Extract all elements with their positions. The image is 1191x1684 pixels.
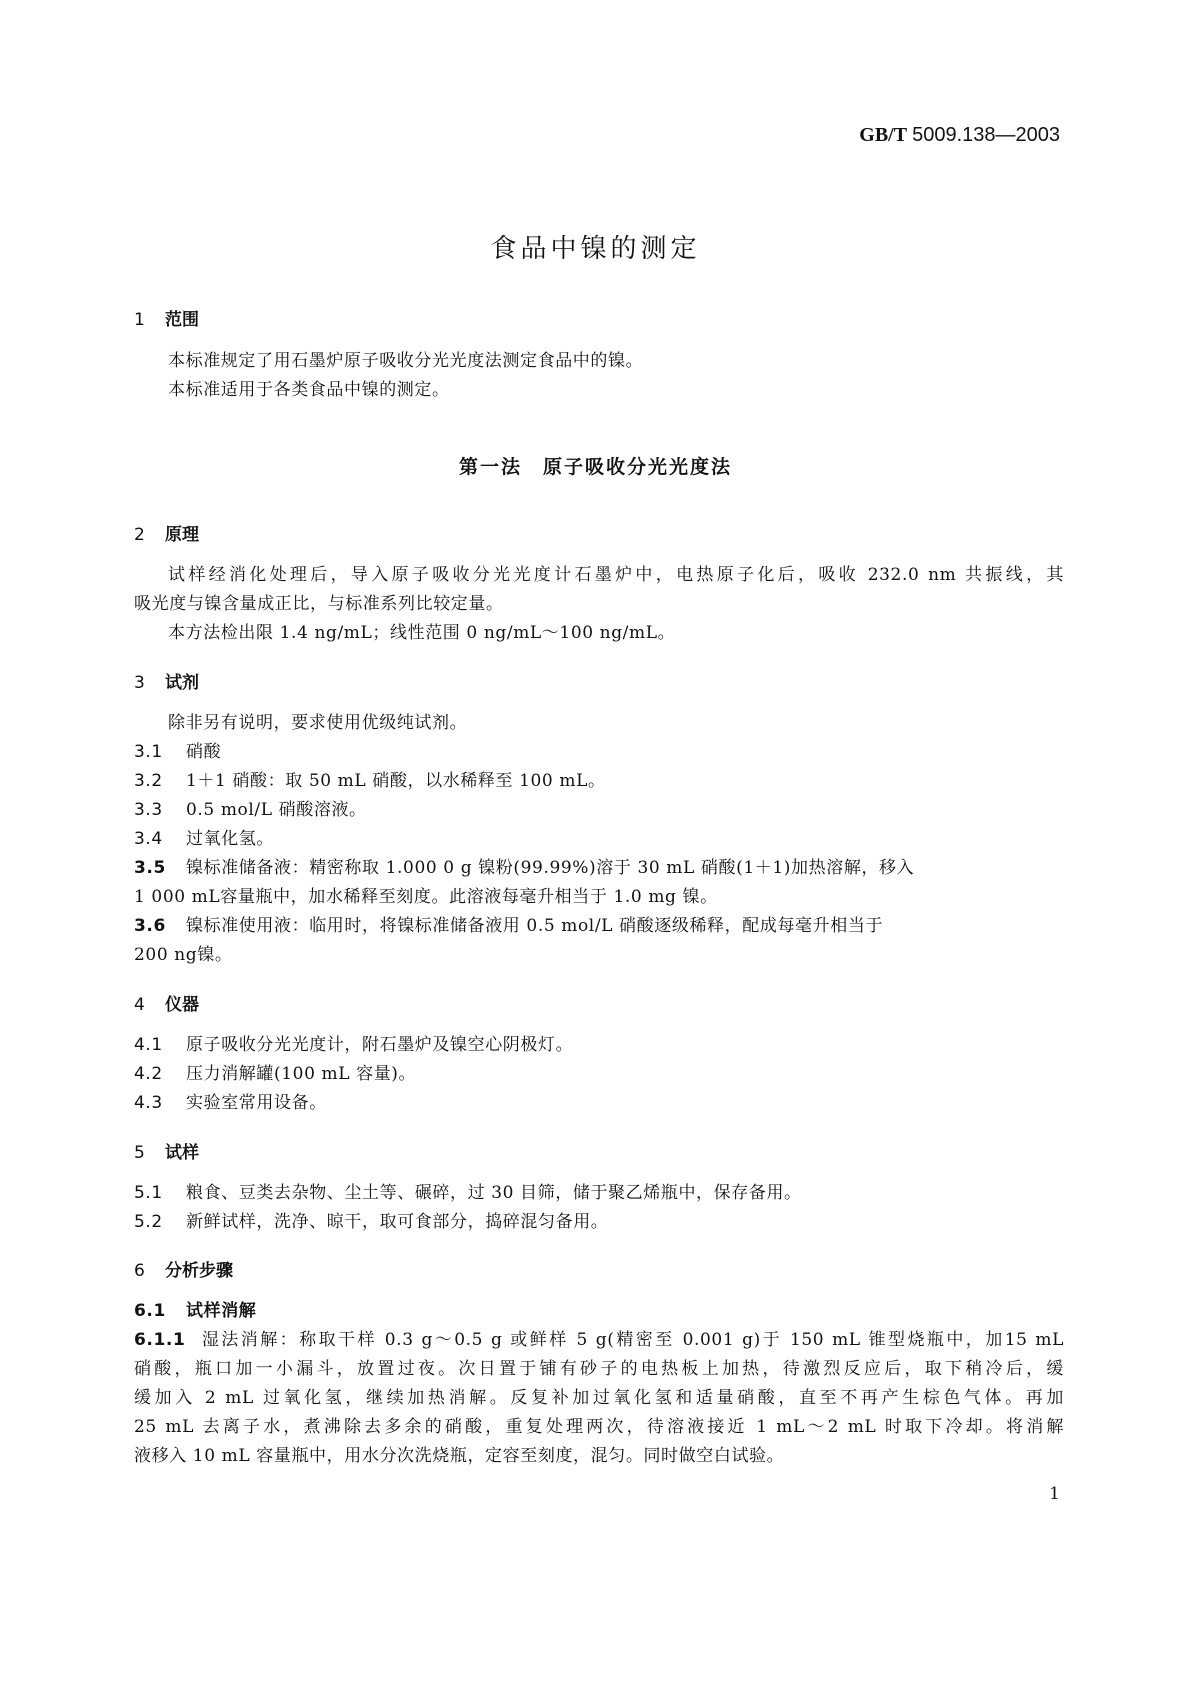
standard-number: 5009.138—2003 [912, 124, 1060, 146]
section-number: 5 [134, 1143, 145, 1163]
item-text: 湿法消解：称取干样 0.3 g～0.5 g 或鲜样 5 g(精密至 0.001 g)于 150 mL 锥型烧瓶中，加15 mL [200, 1330, 1064, 1350]
paragraph: 试样经消化处理后，导入原子吸收分光光度计石墨炉中，电热原子化后，吸收 232.0 nm 共振线，其 [168, 565, 1064, 585]
section-6-heading [134, 1256, 233, 1281]
section-number: 2 [134, 525, 145, 545]
item-text: 镍标准使用液：临用时，将镍标准储备液用 0.5 mol/L 硝酸逐级稀释，配成每毫升相当于 [186, 916, 884, 936]
section-5-heading [134, 1138, 199, 1163]
item-number: 4.3 [134, 1093, 163, 1113]
item-number: 6.1.1 [134, 1330, 186, 1350]
list-item [134, 828, 1064, 850]
item-text: 0.5 mol/L 硝酸溶液。 [186, 800, 367, 820]
section-number: 1 [134, 310, 145, 330]
item-text: 压力消解罐(100 mL 容量)。 [186, 1064, 417, 1084]
section-title: 仪器 [165, 995, 199, 1015]
item-text: 硝酸 [186, 742, 222, 762]
paragraph-line: 液移入 10 mL 容量瓶中，用水分次洗烧瓶，定容至刻度，混匀。同时做空白试验。 [134, 1446, 785, 1466]
list-item-continuation: 1 000 mL容量瓶中，加水稀释至刻度。此溶液每毫升相当于 1.0 mg 镍。 [134, 887, 718, 907]
item-number: 4.2 [134, 1064, 163, 1084]
paragraph: 本标准规定了用石墨炉原子吸收分光光度法测定食品中的镍。 [168, 351, 644, 371]
document-title: 食品中镍的测定 [490, 234, 701, 264]
item-number: 4.1 [134, 1035, 163, 1055]
section-2-heading [134, 520, 199, 545]
item-text: 过氧化氢。 [186, 829, 274, 849]
section-number: 6 [134, 1261, 145, 1281]
standard-prefix: GB/T [859, 124, 908, 146]
list-item [134, 1063, 1064, 1085]
section-title: 试样 [165, 1143, 199, 1163]
section-1-heading [134, 305, 199, 330]
section-4-heading [134, 990, 199, 1015]
section-title: 试剂 [165, 673, 199, 693]
list-item-continuation: 200 ng镍。 [134, 945, 233, 965]
method-heading: 第一法 原子吸收分光光度法 [458, 456, 732, 478]
paragraph: 本标准适用于各类食品中镍的测定。 [168, 380, 450, 400]
item-text: 实验室常用设备。 [186, 1093, 327, 1113]
list-item [134, 741, 1064, 763]
paragraph: 除非另有说明，要求使用优级纯试剂。 [168, 713, 468, 733]
item-text: 粮食、豆类去杂物、尘土等、碾碎，过 30 目筛，储于聚乙烯瓶中，保存备用。 [186, 1183, 802, 1203]
section-3-heading [134, 668, 199, 693]
list-item [134, 799, 1064, 821]
list-item [134, 1092, 1064, 1114]
item-number: 3.6 [134, 916, 166, 936]
item-number: 3.1 [134, 742, 163, 762]
list-item [134, 1211, 1064, 1233]
item-text: 1＋1 硝酸：取 50 mL 硝酸，以水稀释至 100 mL。 [186, 771, 606, 791]
item-text: 原子吸收分光光度计，附石墨炉及镍空心阴极灯。 [186, 1035, 574, 1055]
subsection-number: 6.1 [134, 1301, 166, 1321]
paragraph: 吸光度与镍含量成正比，与标准系列比较定量。 [134, 594, 504, 614]
list-item [134, 770, 1064, 792]
list-item [134, 1034, 1064, 1056]
list-item [134, 1182, 1064, 1204]
item-text: 新鲜试样，洗净、晾干，取可食部分，捣碎混匀备用。 [186, 1212, 609, 1232]
item-number: 5.2 [134, 1212, 163, 1232]
subsection-title: 试样消解 [186, 1301, 257, 1321]
subsection-heading [134, 1300, 1064, 1322]
section-title: 范围 [165, 310, 199, 330]
paragraph: 本方法检出限 1.4 ng/mL；线性范围 0 ng/mL～100 ng/mL。 [168, 623, 676, 643]
item-number: 3.2 [134, 771, 163, 791]
section-number: 4 [134, 995, 145, 1015]
item-number: 5.1 [134, 1183, 163, 1203]
standard-code [820, 124, 1060, 147]
paragraph-line: 缓加入 2 mL 过氧化氢，继续加热消解。反复补加过氧化氢和适量硝酸，直至不再产生棕色气体。再加 [134, 1388, 1064, 1408]
page-number: 1 [1049, 1484, 1060, 1504]
paragraph-line: 硝酸，瓶口加一小漏斗，放置过夜。次日置于铺有砂子的电热板上加热，待激烈反应后，取下稍冷后，缓 [134, 1359, 1064, 1379]
item-text: 镍标准储备液：精密称取 1.000 0 g 镍粉(99.99%)溶于 30 mL 硝酸(1＋1)加热溶解，移入 [186, 858, 915, 878]
list-item [134, 915, 1064, 937]
item-number: 3.5 [134, 858, 166, 878]
list-item [134, 857, 1064, 879]
section-title: 原理 [165, 525, 199, 545]
section-title: 分析步骤 [165, 1261, 233, 1281]
item-number: 3.4 [134, 829, 163, 849]
section-number: 3 [134, 673, 145, 693]
paragraph-line: 25 mL 去离子水，煮沸除去多余的硝酸，重复处理两次，待溶液接近 1 mL～2 mL 时取下冷却。将消解 [134, 1417, 1064, 1437]
list-item [134, 1329, 1064, 1351]
item-number: 3.3 [134, 800, 163, 820]
